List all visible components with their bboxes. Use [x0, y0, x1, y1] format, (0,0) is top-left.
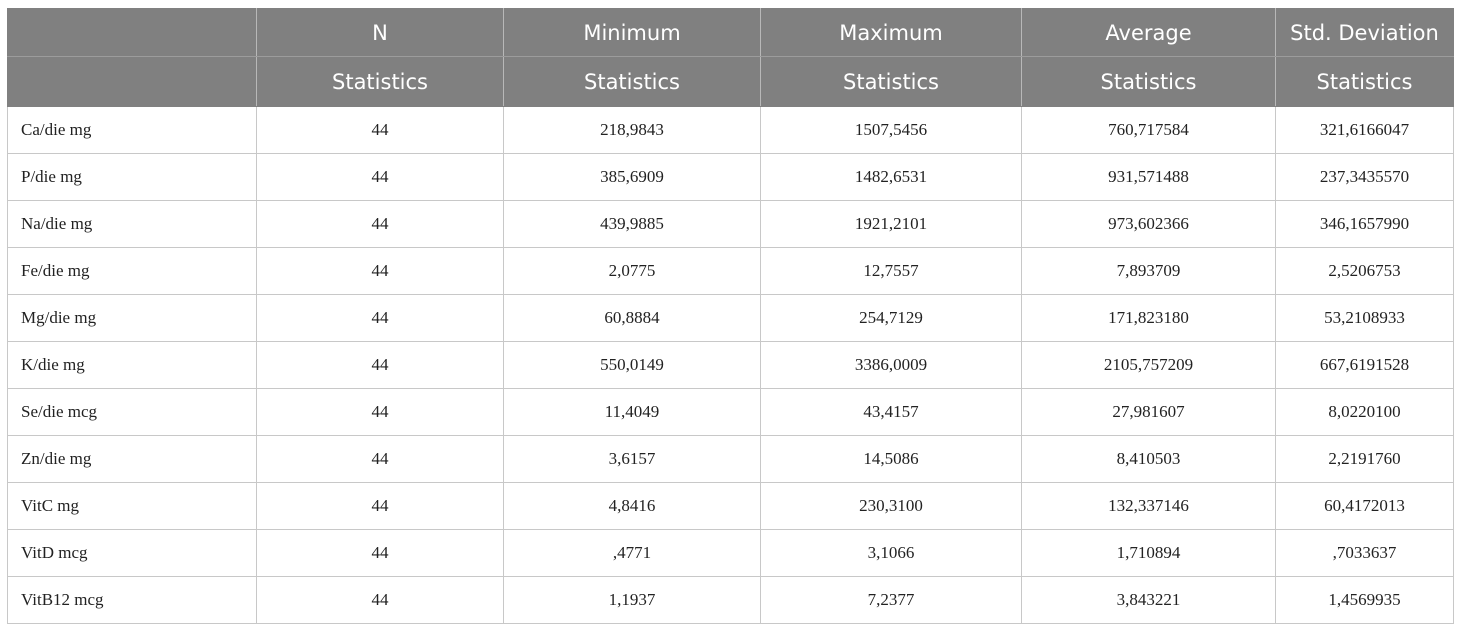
table-header — [8, 9, 1454, 107]
table-row — [8, 107, 1454, 154]
cell-minimum: 439,9885 — [504, 201, 761, 248]
cell-minimum: 550,0149 — [504, 342, 761, 389]
table-row — [8, 530, 1454, 577]
subheader-n-statistics: Statistics — [257, 57, 504, 107]
table-row — [8, 389, 1454, 436]
cell-std-deviation: 53,2108933 — [1276, 295, 1454, 342]
table-row — [8, 154, 1454, 201]
cell-n: 44 — [257, 107, 504, 154]
cell-average: 132,337146 — [1022, 483, 1276, 530]
cell-minimum: 385,6909 — [504, 154, 761, 201]
cell-n: 44 — [257, 389, 504, 436]
cell-n: 44 — [257, 530, 504, 577]
table-row — [8, 201, 1454, 248]
cell-n: 44 — [257, 295, 504, 342]
cell-maximum: 230,3100 — [761, 483, 1022, 530]
cell-n: 44 — [257, 342, 504, 389]
cell-n: 44 — [257, 201, 504, 248]
table-row — [8, 295, 1454, 342]
row-label: Na/die mg — [8, 201, 257, 248]
cell-std-deviation: ,7033637 — [1276, 530, 1454, 577]
header-corner — [8, 9, 257, 57]
table-row — [8, 483, 1454, 530]
cell-std-deviation: 2,5206753 — [1276, 248, 1454, 295]
cell-std-deviation: 8,0220100 — [1276, 389, 1454, 436]
subheader-std-deviation-statistics: Statistics — [1276, 57, 1454, 107]
cell-std-deviation: 1,4569935 — [1276, 577, 1454, 624]
header-n: N — [257, 9, 504, 57]
cell-std-deviation: 60,4172013 — [1276, 483, 1454, 530]
row-label: P/die mg — [8, 154, 257, 201]
row-label: Ca/die mg — [8, 107, 257, 154]
cell-maximum: 43,4157 — [761, 389, 1022, 436]
cell-std-deviation: 2,2191760 — [1276, 436, 1454, 483]
cell-minimum: ,4771 — [504, 530, 761, 577]
header-maximum: Maximum — [761, 9, 1022, 57]
cell-std-deviation: 667,6191528 — [1276, 342, 1454, 389]
cell-maximum: 3386,0009 — [761, 342, 1022, 389]
cell-n: 44 — [257, 577, 504, 624]
cell-average: 8,410503 — [1022, 436, 1276, 483]
descriptive-statistics-table — [7, 8, 1454, 624]
subheader-average-statistics: Statistics — [1022, 57, 1276, 107]
cell-average: 1,710894 — [1022, 530, 1276, 577]
row-label: VitD mcg — [8, 530, 257, 577]
cell-maximum: 7,2377 — [761, 577, 1022, 624]
row-label: Mg/die mg — [8, 295, 257, 342]
row-label: K/die mg — [8, 342, 257, 389]
subheader-minimum-statistics: Statistics — [504, 57, 761, 107]
cell-minimum: 3,6157 — [504, 436, 761, 483]
cell-maximum: 3,1066 — [761, 530, 1022, 577]
cell-minimum: 60,8884 — [504, 295, 761, 342]
cell-minimum: 11,4049 — [504, 389, 761, 436]
row-label: VitC mg — [8, 483, 257, 530]
cell-std-deviation: 321,6166047 — [1276, 107, 1454, 154]
cell-maximum: 1482,6531 — [761, 154, 1022, 201]
subheader-corner — [8, 57, 257, 107]
cell-average: 2105,757209 — [1022, 342, 1276, 389]
cell-n: 44 — [257, 154, 504, 201]
cell-maximum: 254,7129 — [761, 295, 1022, 342]
header-minimum: Minimum — [504, 9, 761, 57]
cell-maximum: 14,5086 — [761, 436, 1022, 483]
cell-maximum: 1507,5456 — [761, 107, 1022, 154]
cell-average: 171,823180 — [1022, 295, 1276, 342]
subheader-maximum-statistics: Statistics — [761, 57, 1022, 107]
cell-average: 27,981607 — [1022, 389, 1276, 436]
cell-std-deviation: 237,3435570 — [1276, 154, 1454, 201]
cell-n: 44 — [257, 248, 504, 295]
table-row — [8, 342, 1454, 389]
cell-minimum: 218,9843 — [504, 107, 761, 154]
table-row — [8, 248, 1454, 295]
header-row-statistics — [8, 57, 1454, 107]
cell-minimum: 2,0775 — [504, 248, 761, 295]
header-row-columns — [8, 9, 1454, 57]
cell-average: 931,571488 — [1022, 154, 1276, 201]
cell-minimum: 4,8416 — [504, 483, 761, 530]
row-label: Zn/die mg — [8, 436, 257, 483]
cell-average: 3,843221 — [1022, 577, 1276, 624]
cell-average: 7,893709 — [1022, 248, 1276, 295]
cell-minimum: 1,1937 — [504, 577, 761, 624]
cell-n: 44 — [257, 436, 504, 483]
row-label: Se/die mcg — [8, 389, 257, 436]
cell-average: 760,717584 — [1022, 107, 1276, 154]
row-label: VitB12 mcg — [8, 577, 257, 624]
header-average: Average — [1022, 9, 1276, 57]
cell-n: 44 — [257, 483, 504, 530]
cell-average: 973,602366 — [1022, 201, 1276, 248]
table-body — [8, 107, 1454, 624]
cell-maximum: 1921,2101 — [761, 201, 1022, 248]
header-std-deviation: Std. Deviation — [1276, 9, 1454, 57]
table-row — [8, 577, 1454, 624]
cell-std-deviation: 346,1657990 — [1276, 201, 1454, 248]
table-row — [8, 436, 1454, 483]
row-label: Fe/die mg — [8, 248, 257, 295]
cell-maximum: 12,7557 — [761, 248, 1022, 295]
